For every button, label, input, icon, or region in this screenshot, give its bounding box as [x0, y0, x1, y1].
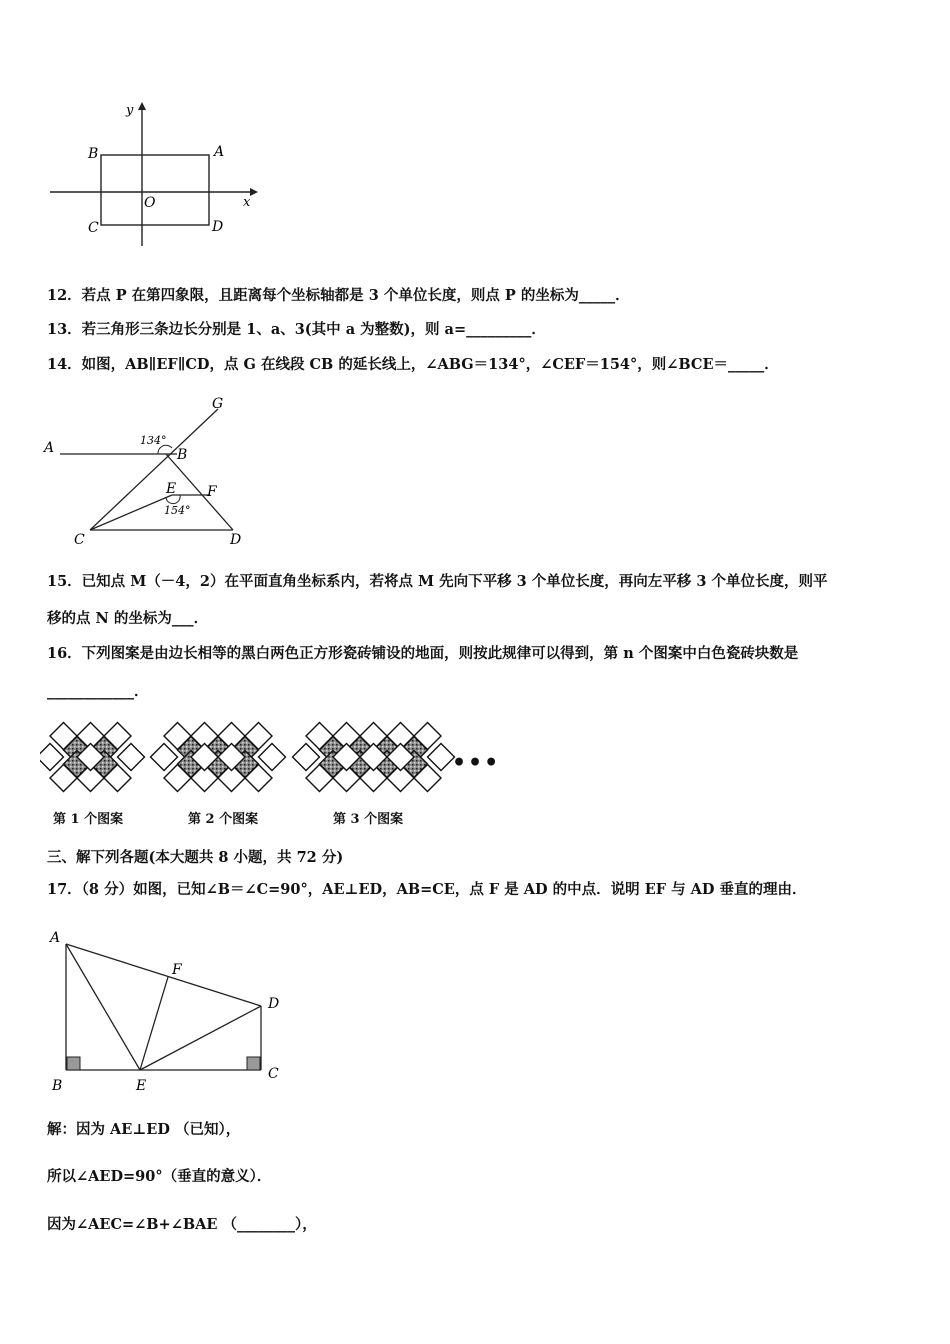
- segment-ad: [66, 944, 261, 1006]
- line-cg: [90, 409, 218, 530]
- label-F: F: [172, 962, 182, 978]
- rectangle-abcd: [101, 155, 209, 225]
- x-axis-arrow-icon: [250, 188, 258, 196]
- white-tile: [40, 744, 64, 771]
- solution-line-3: 因为∠AEC=∠B+∠BAE （________），: [47, 1216, 317, 1233]
- question-15-line-2: 移的点 N 的坐标为___．: [47, 610, 209, 627]
- label-G: G: [212, 396, 224, 412]
- label-D: D: [212, 219, 224, 235]
- figure-parallel-lines: [40, 392, 260, 552]
- pattern-1: [40, 723, 145, 792]
- label-B: B: [88, 146, 99, 162]
- label-A: A: [50, 930, 61, 946]
- question-16-line-2: ____________．: [47, 683, 149, 700]
- segment-ef: [140, 977, 168, 1070]
- angle-label-134: 134°: [140, 434, 167, 447]
- white-tile: [428, 744, 455, 771]
- y-axis-arrow-icon: [138, 102, 146, 110]
- ellipsis-icon: •••: [452, 750, 501, 776]
- label-B: B: [177, 447, 188, 463]
- angle-label-154: 154°: [164, 504, 191, 517]
- label-E: E: [166, 481, 177, 497]
- figure-tile-patterns: [40, 716, 500, 808]
- figure-q17: [44, 922, 294, 1102]
- pattern-2: [151, 723, 286, 792]
- white-tile: [259, 744, 286, 771]
- label-O: O: [144, 195, 156, 211]
- pattern-3: [293, 723, 455, 792]
- figure-coordinate-rectangle: [44, 98, 264, 248]
- label-E: E: [136, 1078, 147, 1094]
- section-3-heading: 三、解下列各题(本大题共 8 小题，共 72 分): [47, 849, 344, 866]
- label-F: F: [207, 484, 217, 500]
- question-13: 13．若三角形三条边长分别是 1、a、3(其中 a 为整数)，则 a=_________．: [47, 321, 546, 338]
- label-C: C: [74, 532, 85, 548]
- solution-line-2: 所以∠AED=90°（垂直的意义）．: [47, 1168, 272, 1185]
- white-tile: [293, 744, 320, 771]
- label-D: D: [230, 532, 242, 548]
- white-tile: [118, 744, 145, 771]
- question-16-line-1: 16．下列图案是由边长相等的黑白两色正方形瓷砖铺设的地面，则按此规律可以得到，第 n 个图案中白色瓷砖块数是: [47, 645, 799, 662]
- question-14: 14．如图，AB∥EF∥CD，点 G 在线段 CB 的延长线上，∠ABG＝134°，∠CEF＝154°，则∠BCE＝_____．: [47, 356, 779, 373]
- question-15-line-1: 15．已知点 M（－4，2）在平面直角坐标系内，若将点 M 先向下平移 3 个单位长度，再向左平移 3 个单位长度，则平: [47, 573, 828, 590]
- label-A: A: [214, 144, 225, 160]
- segment-ed: [140, 1006, 261, 1070]
- caption-pattern-2: 第 2 个图案: [188, 812, 259, 827]
- question-17: 17．（8 分）如图，已知∠B＝∠C=90°，AE⊥ED，AB=CE，点 F 是 AD 的中点．说明 EF 与 AD 垂直的理由．: [47, 881, 807, 898]
- label-A: A: [44, 440, 55, 456]
- caption-pattern-1: 第 1 个图案: [53, 812, 124, 827]
- solution-line-1: 解：因为 AE⊥ED （已知），: [47, 1121, 241, 1138]
- label-C: C: [88, 220, 99, 236]
- label-x: x: [243, 195, 251, 210]
- label-y: y: [126, 103, 134, 118]
- white-tile: [151, 744, 178, 771]
- label-C: C: [268, 1066, 279, 1082]
- label-B: B: [52, 1078, 63, 1094]
- right-angle-mark-c: [247, 1057, 260, 1070]
- label-D: D: [268, 996, 280, 1012]
- line-ce: [90, 495, 172, 530]
- right-angle-mark-b: [67, 1057, 80, 1070]
- segment-ae: [66, 944, 140, 1070]
- question-12: 12．若点 P 在第四象限，且距离每个坐标轴都是 3 个单位长度，则点 P 的坐标为_____．: [47, 287, 630, 304]
- caption-pattern-3: 第 3 个图案: [333, 812, 404, 827]
